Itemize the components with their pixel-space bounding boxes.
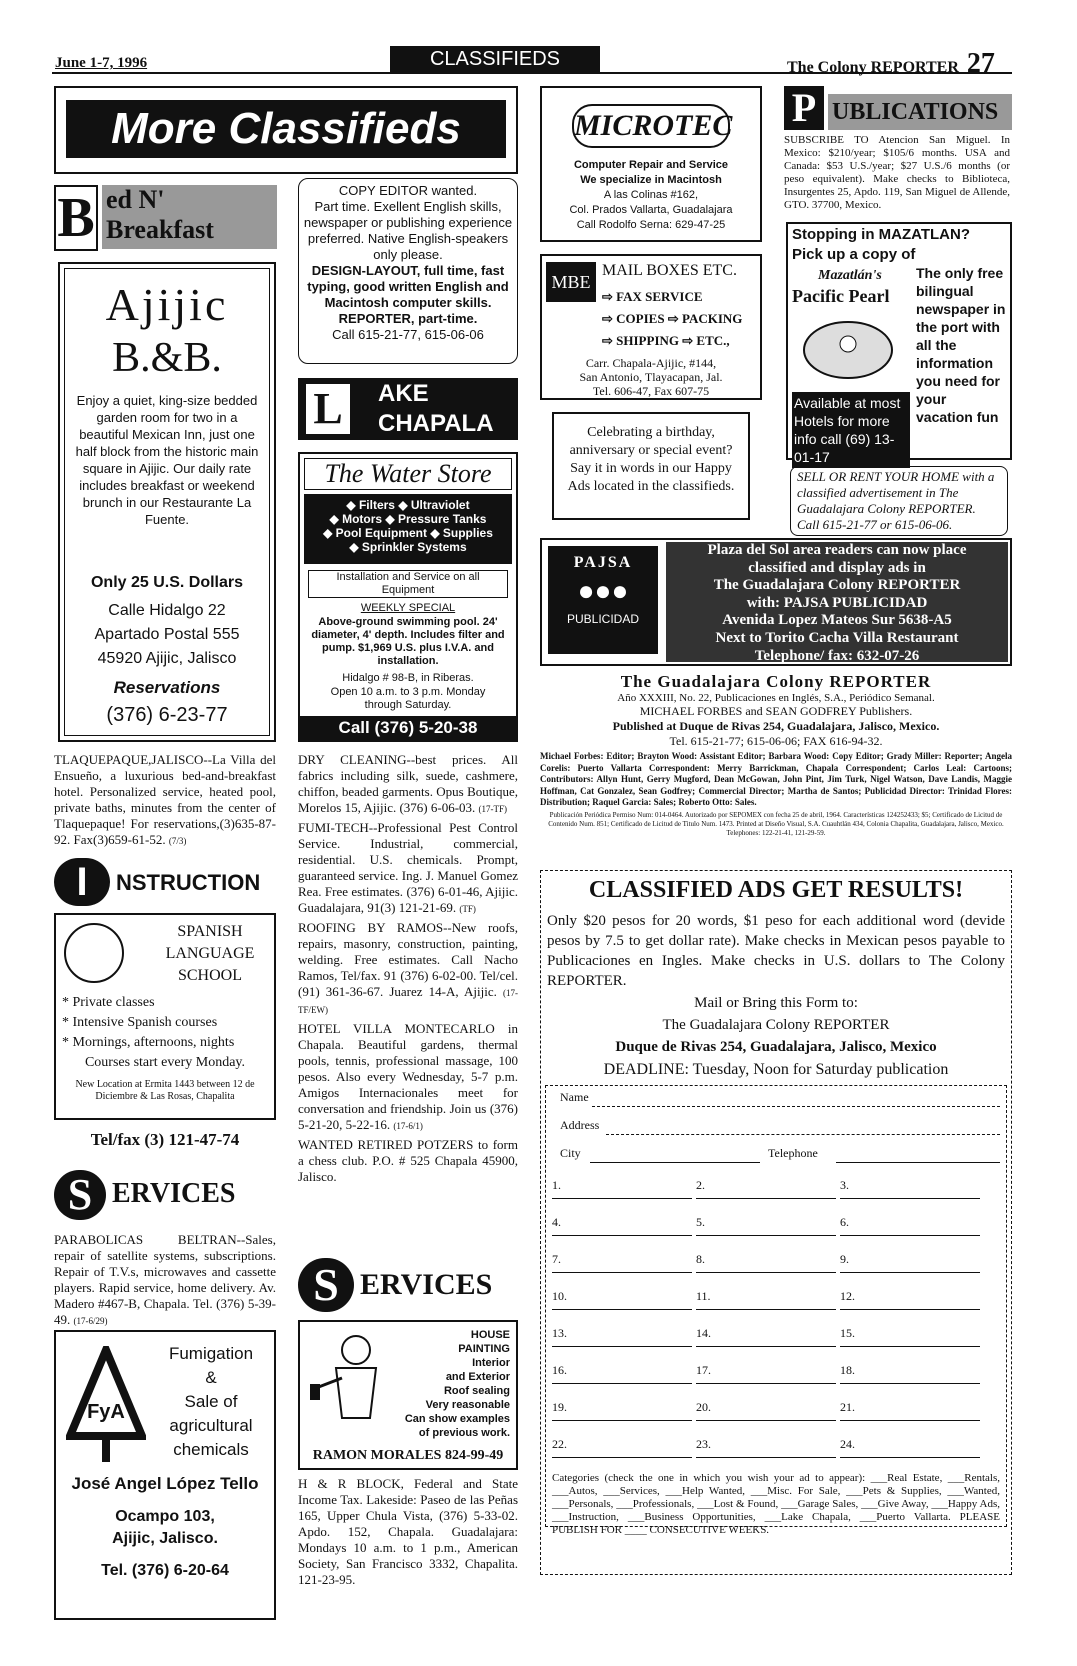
fum-name: José Angel López Tello <box>71 1474 259 1493</box>
roofing-ad <box>298 920 518 1018</box>
bnb-initial: B <box>54 185 98 251</box>
word-slot-number: 21. <box>840 1400 855 1414</box>
form-body: Only $20 pesos for 20 words, $1 peso for each additional word (devide pesos by 7.5 to get dollar rate). Make checks in Mexican pesos payable to Publicaciones en Ingles. Make checks in U.S. dollars to The Colony REPORTER. <box>547 913 1005 989</box>
dry-cleaning-ad <box>298 752 518 817</box>
bnb-phone: (376) 6-23-77 <box>106 704 228 726</box>
sell-rent-ad: SELL OR RENT YOUR HOME with a classified advertisement in The Guadalajara Colony REPORTER. Call 615-21-77 or 615-06-06. <box>790 466 1008 536</box>
pajsa-logo <box>548 546 658 654</box>
word-slot-number: 7. <box>552 1252 561 1266</box>
city-label: City <box>560 1146 581 1160</box>
bnb-name: B.&B. <box>112 335 222 381</box>
form-mail: Mail or Bring this Form to: <box>694 995 858 1011</box>
middle-classifieds <box>298 752 518 1185</box>
tlaquepaque-code: (7/3) <box>168 836 187 846</box>
fum-addr2: Ajijic, Jalisco. <box>112 1530 218 1547</box>
parabolicas-code: (17-6/29) <box>73 1316 108 1326</box>
mazatlan-sub: Pick up a copy of <box>792 246 916 263</box>
bnb-address-3: 45920 Ajijic, Jalisco <box>97 650 237 667</box>
word-slot[interactable] <box>552 1250 692 1273</box>
lake-line2: CHAPALA <box>378 410 494 437</box>
instruction-heading-text: NSTRUCTION <box>116 870 261 895</box>
word-slot-number: 3. <box>840 1178 849 1192</box>
item-pressure-tanks: Pressure Tanks <box>397 512 487 526</box>
form-address: Duque de Rivas 254, Guadalajara, Jalisco, Mexico <box>615 1039 937 1055</box>
fum-line3: Sale of <box>184 1392 238 1411</box>
fumigation-ad <box>54 1330 276 1620</box>
school-telfax: Tel/fax (3) 121-47-74 <box>90 1130 240 1149</box>
water-store-call: Call (376) 5-20-38 <box>300 716 516 740</box>
word-slot-number: 5. <box>696 1215 705 1229</box>
item-supplies: Supplies <box>442 526 493 540</box>
paper-name <box>787 48 995 80</box>
categories-text: Categories (check the one in which you wish your ad to appear): ___Real Estate, ___Rentals, ___Autos, ___Services, ___Help Wanted, ___Misc. For Sale, ___Pets & Supplies, ___Wanted, ___Personals, ___Professionals, ___Lost & Found, ___Garage Sales, ___Give Away, ___Happy Ads, ___Instruction, ___Business Opportunities, ___Lake Chapala, ___Puerto Vallarta. PLEASE PUBLISH FOR ____ CONSECUTIVE WEEKS. <box>552 1472 1000 1536</box>
telephone-label: Telephone <box>768 1146 818 1160</box>
item-motors: Motors <box>342 512 383 526</box>
painting-line1: HOUSE <box>470 1329 510 1341</box>
dry-cleaning-text: DRY CLEANING--best prices. All fabrics including silk, suede, cashmere, chiffon, beaded garments. Opus Boutique, Morelos 15, Ajijic. (376) 6-06-03. <box>298 752 518 815</box>
microtec-line1: Computer Repair and Service <box>573 159 729 171</box>
painting-line5: Roof sealing <box>443 1385 510 1397</box>
microtec-line3: A las Colinas #162, <box>603 189 699 201</box>
mbe-packing: PACKING <box>681 311 743 326</box>
water-store-address: Hidalgo # 98-B, in Riberas. <box>342 672 474 684</box>
happy-ads-promo <box>552 412 750 520</box>
pajsa-logo-bottom: PUBLICIDAD <box>566 612 640 626</box>
lake-initial: L <box>306 384 350 434</box>
bnb-heading <box>54 185 279 249</box>
word-slot-number: 4. <box>552 1215 561 1229</box>
masthead-year: Año XXXIII, No. 22, Publicaciones en Inglés, S.A., Periódico Semanal. <box>617 692 935 704</box>
word-slot-number: 17. <box>696 1363 711 1377</box>
fum-line1: Fumigation <box>168 1344 254 1363</box>
bnb-heading-line2: Breakfast <box>106 215 214 244</box>
word-slot-number: 22. <box>552 1437 567 1451</box>
name-field[interactable] <box>592 1106 1000 1107</box>
services-left-heading-text: ERVICES <box>112 1178 236 1209</box>
word-slot[interactable] <box>840 1324 980 1347</box>
roofing-code: (17-TF/EW) <box>298 988 518 1015</box>
word-slot[interactable] <box>696 1324 836 1347</box>
pajsa-line2: classified and display ads in <box>748 559 926 576</box>
pajsa-dots-icon: ●●● <box>577 576 629 607</box>
word-slot[interactable] <box>552 1398 692 1421</box>
microtec-line4: Col. Prados Vallarta, Guadalajara <box>569 204 733 216</box>
masthead-staff: Michael Forbes: Editor; Brayton Wood: Assistant Editor; Barbara Wood: Copy Editor; Grady Miller: Reporter; Angela Corelis: Puerto Vallarta Correspondent: Merry Barrickman, Chapala Correspondent; Carlos Leal: Cartoons; Contributors: Allyn Hunt, Gerry Mugford, Dean McGowan, John Pint, Jim Turk, Nigel Watson, Dave Landis, Maggie Hoffman, Cat Gonzalez, Sean Godfrey; Commercial Director; Martha de Santos; Publicidad Director: Trinidad Flores: Distribution; Raquel Garcia: Sales; Roberto Otto: Sales. <box>540 751 1012 807</box>
instruction-heading <box>54 858 276 906</box>
water-store-ad <box>298 452 518 742</box>
mbe-shipping: SHIPPING <box>616 333 679 348</box>
form-fields <box>545 1085 1007 1536</box>
services-heading-mid <box>298 1258 518 1312</box>
microtec-ad <box>540 86 762 242</box>
hrblock-ad: H & R BLOCK, Federal and State Income Tax. Lakeside: Paseo de las Peñas 165, Upper Chula Vista, (376) 5-33-02. Apdo. 152, Chapala. Guadalajara: Mondays 10 a.m. to 1 p.m., American Society, San Francisco 3332, Chapalita. 121-23-95. <box>298 1476 518 1587</box>
word-slot[interactable] <box>552 1324 692 1347</box>
item-filters: Filters <box>358 498 395 512</box>
copy-editor-line4: REPORTER, part-time. <box>338 311 478 326</box>
painting-line2: PAINTING <box>458 1343 510 1355</box>
ajijic-name: Ajijic <box>105 279 229 330</box>
fum-line4: agricultural <box>169 1416 253 1435</box>
mazatlan-script: Mazatlán's <box>818 268 882 283</box>
mazatlan-ad <box>786 222 1012 465</box>
parabolicas-ad <box>54 1232 276 1329</box>
word-slot-number: 2. <box>696 1178 705 1192</box>
publications-initial: P <box>784 86 824 130</box>
pajsa-line1: Plaza del Sol area readers can now place <box>707 542 967 558</box>
page-number: 27 <box>966 48 995 79</box>
bnb-address-1: Calle Hidalgo 22 <box>108 602 226 619</box>
masthead-publishers: MICHAEL FORBES and SEAN GODFREY Publishers. <box>639 704 913 718</box>
tlaquepaque-ad <box>54 752 276 849</box>
word-slot-number: 13. <box>552 1326 567 1340</box>
publications-body: SUBSCRIBE TO Atencion San Miguel. In Mexico: $210/year; $105/6 months. USA and Canada: $53 U.S./year; $27 U.S./6 months (or peso equivalent). Make checks to Biblioteca, Insurgentes 25, Apdo. 119, San Miguel de Allende, GTO. 37700, Mexico. <box>784 134 1010 211</box>
mbe-fax: FAX SERVICE <box>616 289 703 304</box>
pajsa-text <box>666 542 1008 662</box>
word-slot-number: 23. <box>696 1437 711 1451</box>
fum-tel: Tel. (376) 6-20-64 <box>101 1562 229 1579</box>
fya-letters: FyA <box>87 1401 125 1423</box>
word-slot-number: 18. <box>840 1363 855 1377</box>
masthead-title: The Guadalajara Colony REPORTER <box>620 672 932 691</box>
mbe-logo: MBE <box>546 262 596 302</box>
masthead <box>540 672 1012 837</box>
parabolicas-text: PARABOLICAS BELTRAN--Sales, repair of satellite systems, subscriptions. Repair of T.V.s, microwaves and cassette players. Rapid service, home delivery. Av. Madero #467-B, Chapala. Tel. (376) 5-39-49. <box>54 1232 276 1327</box>
word-slot-number: 14. <box>696 1326 711 1340</box>
word-slot[interactable] <box>696 1250 836 1273</box>
masthead-telephones: Telephones: 122-21-41, 121-29-59. <box>726 828 826 837</box>
bnb-heading-line1: ed N' <box>106 185 165 214</box>
house-painting-ad <box>298 1320 518 1470</box>
bnb-address-2: Apartado Postal 555 <box>94 626 240 643</box>
microtec-line5: Call Rodolfo Serna: 629-47-25 <box>576 219 726 231</box>
form-to: The Guadalajara Colony REPORTER <box>662 1017 890 1033</box>
word-slot-number: 20. <box>696 1400 711 1414</box>
services-mid-initial: S <box>298 1258 354 1312</box>
pajsa-line7: Telephone/ fax: 632-07-26 <box>754 647 920 664</box>
painting-line6: Very reasonable <box>425 1399 510 1411</box>
copy-editor-line3: DESIGN-LAYOUT, full time, fast typing, good written English and Macintosh computer skills. <box>307 263 509 310</box>
form-deadline: DEADLINE: Tuesday, Noon for Saturday publication <box>603 1061 949 1078</box>
copy-editor-line1: COPY EDITOR wanted. <box>338 183 478 198</box>
copy-editor-line5: Call 615-21-77, 615-06-06 <box>332 327 484 342</box>
word-slot[interactable] <box>840 1398 980 1421</box>
microtec-line2: We specialize in Macintosh <box>580 174 722 186</box>
item-pool-equipment: Pool Equipment <box>335 526 427 540</box>
word-slot-number: 11. <box>696 1289 711 1303</box>
wanted-text: WANTED RETIRED POTZERS to form a chess club. P.O. # 525 Chapala 45900, Jalisco. <box>298 1137 518 1184</box>
fumitech-code: (TF) <box>459 904 476 914</box>
school-line1: SPANISH <box>177 923 243 940</box>
hotel-text: HOTEL VILLA MONTECARLO in Chapala. Beautiful gardens, thermal pools, tennis, professional massage, 100 pesos. Also every Wednesday, 5-7 p.m. Amigos Internacionales meet for conversation and friendship. Join us (376) 5-21-20, 5-22-16. <box>298 1021 518 1132</box>
roofing-text: ROOFING BY RAMOS--New roofs, repairs, masonry, construction, painting, welding. Free estimates. Call Nacho Ramos, Tel/fax. 91 (376) 6-02-00. Tel/cel. (91) 361-36-67. Juarez 14-A, Ajijic. <box>298 920 518 999</box>
pajsa-line6: Next to Torito Cacha Villa Restaurant <box>715 629 959 646</box>
happy-ads-text: Celebrating a birthday, anniversary or special event? Say it in words in our Happy Ads located in the classifieds. <box>567 425 735 494</box>
word-slot-number: 10. <box>552 1289 567 1303</box>
pajsa-line5: Avenida Lopez Mateos Sur 5638-A5 <box>722 612 952 629</box>
water-store-title: The Water Store <box>304 458 512 490</box>
word-slot[interactable] <box>840 1287 980 1310</box>
mazatlan-right: The only free bilingual newspaper in the port with all the information you need for your vacation fun <box>916 265 1006 425</box>
word-slot[interactable] <box>552 1287 692 1310</box>
wanted-ad <box>298 1137 518 1185</box>
lake-chapala-heading <box>298 378 518 440</box>
word-slot[interactable] <box>552 1176 692 1199</box>
pajsa-logo-top: PAJSA <box>573 554 633 571</box>
address-field[interactable] <box>606 1134 1000 1135</box>
publications-heading-text: UBLICATIONS <box>828 94 1012 130</box>
masthead-published: Published at Duque de Rivas 254, Guadalajara, Jalisco, Mexico. <box>612 719 940 733</box>
word-slot-number: 6. <box>840 1215 849 1229</box>
fum-line5: chemicals <box>173 1440 249 1459</box>
school-bullet-1: * Private classes <box>62 995 155 1010</box>
school-start: Courses start every Monday. <box>84 1055 246 1070</box>
issue-date: June 1-7, 1996 <box>55 55 148 71</box>
word-slot[interactable] <box>840 1213 980 1236</box>
painting-line4: and Exterior <box>445 1371 510 1383</box>
masthead-legal: Publicación Periódica Permiso Num: 014-0464. Autorizado por SEPOMEX con fecha 25 de abril, 1964. Características 124252433; $5; Certificado de Licitud de Contenido Num. 851; Certificado de Licitud de Titulo Num. 1473. Printed at Diseño Visual, S.A. Cuauhtlán 434, Colonia Chapalita, Guadalajara, Jalisco, Mexico. <box>548 810 1004 828</box>
fumitech-ad <box>298 820 518 917</box>
services-mid-heading-text: ERVICES <box>360 1268 493 1301</box>
word-slot[interactable] <box>840 1435 980 1458</box>
water-store-weekly: WEEKLY SPECIAL <box>360 602 456 614</box>
word-slot[interactable] <box>840 1361 980 1384</box>
painting-line7: Can show examples <box>404 1413 510 1425</box>
copy-editor-ad <box>298 178 518 364</box>
word-slot-number: 15. <box>840 1326 855 1340</box>
word-slot-number: 1. <box>552 1178 561 1192</box>
city-field[interactable] <box>590 1162 760 1163</box>
water-store-install: Installation and Service on all Equipment <box>308 570 508 598</box>
publications-heading <box>784 86 1012 130</box>
pajsa-line4: with: PAJSA PUBLICIDAD <box>746 594 928 611</box>
word-slot[interactable] <box>552 1213 692 1236</box>
form-headline: CLASSIFIED ADS GET RESULTS! <box>588 877 964 903</box>
header-rule <box>52 72 1012 74</box>
classified-form <box>540 870 1012 1575</box>
banner-title: More Classifieds <box>66 100 506 158</box>
mbe-etc: ETC., <box>696 333 730 348</box>
painting-line8: of previous work. <box>418 1427 510 1439</box>
paper-title: The Colony REPORTER <box>787 59 959 76</box>
ramon-morales: RAMON MORALES 824-99-49 <box>312 1448 504 1463</box>
mbe-tel: Tel. 606-47, Fax 607-75 <box>592 384 710 398</box>
mbe-ad: MBE MAIL BOXES ETC. ⇨ FAX SERVICE ⇨ COPIES ⇨ PACKING ⇨ SHIPPING ⇨ ETC., Carr. Chapala-Ajijic, #144, San Antonio, Tlayacapan, Jal. Tel. 606-47, Fax 607-75 <box>540 254 762 400</box>
lake-line1: AKE <box>378 380 429 407</box>
item-ultraviolet: Ultraviolet <box>410 498 470 512</box>
school-bullet-2: * Intensive Spanish courses <box>62 1015 218 1030</box>
ajijic-bnb-ad <box>58 262 276 742</box>
word-slot[interactable] <box>552 1361 692 1384</box>
bnb-description: Enjoy a quiet, king-size bedded garden room for two in a beautiful Mexican Inn, just one half block from the historic main square in Ajijic. Our daily rate includes breakfast or weekend brunch in our Restaurante La Fuente. <box>75 393 259 527</box>
pajsa-ad <box>540 538 1012 666</box>
word-slot[interactable] <box>696 1361 836 1384</box>
services-heading-left <box>54 1170 276 1220</box>
speech-face-icon <box>64 923 124 983</box>
pajsa-line3: The Guadalajara Colony REPORTER <box>713 577 961 594</box>
banner-box <box>54 86 518 174</box>
dry-cleaning-code: (17-TF) <box>478 804 508 814</box>
school-line3: SCHOOL <box>177 967 242 984</box>
name-label: Name <box>560 1090 589 1104</box>
bnb-reservations: Reservations <box>113 678 221 697</box>
bnb-heading-text <box>102 185 277 249</box>
mazatlan-left: Available at most Hotels for more info call (69) 13-01-17 <box>792 392 910 468</box>
word-slot[interactable] <box>552 1435 692 1458</box>
leaf-logo-icon <box>66 1346 146 1466</box>
bnb-price: Only 25 U.S. Dollars <box>90 574 244 591</box>
word-slot-number: 16. <box>552 1363 567 1377</box>
school-bullet-3: * Mornings, afternoons, nights <box>62 1035 235 1050</box>
fum-addr1: Ocampo 103, <box>115 1508 215 1525</box>
school-location: New Location at Ermita 1443 between 12 de Diciembre & Las Rosas, Chapalita <box>75 1079 255 1102</box>
word-slot[interactable] <box>840 1250 980 1273</box>
microtec-logo: MICROTEC <box>572 104 730 148</box>
mbe-copies: COPIES <box>616 311 665 326</box>
services-left-initial: S <box>54 1170 106 1220</box>
word-slot[interactable] <box>696 1287 836 1310</box>
water-store-special: Above-ground swimming pool. 24' diameter, 4' depth. Includes filter and pump. $1,969 U.S. plus I.V.A. and installation. <box>311 616 505 667</box>
telephone-field[interactable] <box>836 1162 1000 1163</box>
copy-editor-line2: Part time. Exellent English skills, newspaper or publishing experience preferred. Native English-speakers only please. <box>303 199 513 262</box>
shell-icon <box>798 312 898 382</box>
painting-line3: Interior <box>472 1357 510 1369</box>
pacific-pearl: Pacific Pearl <box>792 286 890 306</box>
mbe-title: MAIL BOXES ETC. <box>602 262 737 279</box>
word-slot-number: 9. <box>840 1252 849 1266</box>
fum-line2: & <box>205 1368 217 1387</box>
instruction-initial: I <box>54 858 110 906</box>
hotel-code: (17-6/1) <box>393 1121 423 1131</box>
word-slot-number: 12. <box>840 1289 855 1303</box>
mbe-addr2: San Antonio, Tlayacapan, Jal. <box>579 370 723 384</box>
word-slot[interactable] <box>696 1213 836 1236</box>
mazatlan-title: Stopping in MAZATLAN? <box>792 226 971 243</box>
tlaquepaque-text: TLAQUEPAQUE,JALISCO--La Villa del Ensueño, a luxurious bed-and-breakfast hotel. Personalized service, heated pool, private baths, minutes from the center of Tlaquepaque! For reservations,(3)635-87-92. Fax(3)659-61-52. <box>54 752 276 847</box>
item-sprinkler: Sprinkler Systems <box>361 540 467 554</box>
word-slot[interactable] <box>696 1435 836 1458</box>
mbe-addr1: Carr. Chapala-Ajijic, #144, <box>585 356 717 370</box>
water-store-items: ◆ Filters ◆ Ultraviolet ◆ Motors ◆ Pressure Tanks ◆ Pool Equipment ◆ Supplies ◆ Sprinkler Systems <box>304 494 512 564</box>
word-slot-number: 8. <box>696 1252 705 1266</box>
fumitech-text: FUMI-TECH--Professional Pest Control Service. Industrial, commercial, residential. U.S. chemicals. Prompt, guaranteed service. Ing. J. Manuel Gomez Rea. Free estimates. (376) 6-01-46, Ajijic. Guadalajara, 91(3) 121-21-69. <box>298 820 518 915</box>
section-label: CLASSIFIEDS <box>390 46 600 72</box>
spanish-school-ad <box>54 913 276 1120</box>
word-slot[interactable] <box>696 1398 836 1421</box>
hotel-ad <box>298 1021 518 1134</box>
word-slot-number: 19. <box>552 1400 567 1414</box>
word-slot[interactable] <box>840 1176 980 1199</box>
water-store-hours: Open 10 a.m. to 3 p.m. Monday through Saturday. <box>330 686 486 711</box>
word-slot-number: 24. <box>840 1437 855 1451</box>
painter-icon <box>306 1328 396 1438</box>
word-slot[interactable] <box>696 1176 836 1199</box>
word-grid <box>546 1170 1006 1470</box>
masthead-tel: Tel. 615-21-77; 615-06-06; FAX 616-94-32. <box>669 734 883 748</box>
address-label: Address <box>560 1118 600 1132</box>
school-line2: LANGUAGE <box>165 945 255 962</box>
